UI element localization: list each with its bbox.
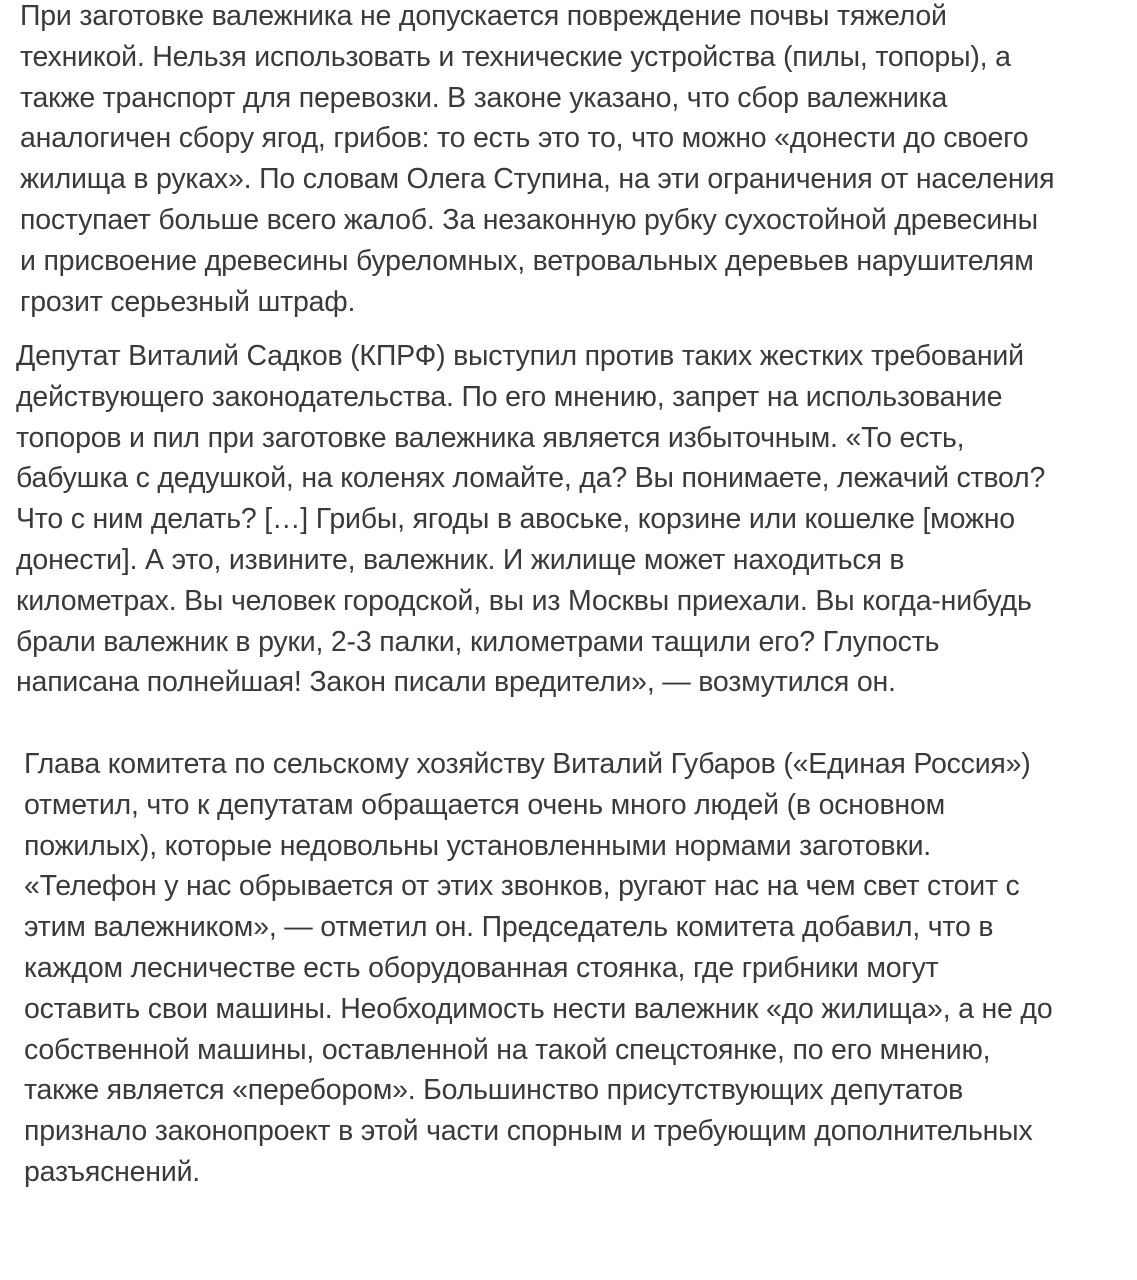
text-line: этим валежником», — отметил он. Председатель комитета добавил, что в <box>24 911 994 944</box>
text-line: жилища в руках». По словам Олега Ступина, на эти ограничения от населения <box>20 163 1055 196</box>
text-line: и присвоение древесины буреломных, ветровальных деревьев нарушителям <box>20 244 1034 277</box>
text-line: поступает больше всего жалоб. За незаконную рубку сухостойной древесины <box>20 203 1038 236</box>
text-line: При заготовке валежника не допускается повреждение почвы тяжелой <box>20 0 947 32</box>
text-line: бабушка с дедушкой, на коленях ломайте, да? Вы понимаете, лежачий ствол? <box>16 462 1046 495</box>
text-line: брали валежник в руки, 2-3 палки, километрами тащили его? Глупость <box>16 625 940 658</box>
text-line: аналогичен сбору ягод, грибов: то есть это то, что можно «донести до своего <box>20 122 1029 155</box>
text-line: топоров и пил при заготовке валежника является избыточным. «То есть, <box>16 421 965 454</box>
text-line: «Телефон у нас обрывается от этих звонков, ругают нас на чем свет стоит с <box>24 870 1020 903</box>
text-line: Что с ним делать? […] Грибы, ягоды в авоське, корзине или кошелке [можно <box>16 503 1015 536</box>
text-line: разъяснений. <box>24 1155 201 1188</box>
text-line: километрах. Вы человек городской, вы из Москвы приехали. Вы когда-нибудь <box>16 584 1032 617</box>
text-line: донести]. А это, извините, валежник. И жилище может находиться в <box>16 543 905 576</box>
text-line: Депутат Виталий Садков (КПРФ) выступил против таких жестких требований <box>16 340 1024 372</box>
text-line: написана полнейшая! Закон писали вредители», — возмутился он. <box>16 666 896 699</box>
text-line: действующего законодательства. По его мнению, запрет на использование <box>16 380 1003 413</box>
paragraph-1 <box>20 0 1054 322</box>
paragraph-3 <box>24 744 1053 1193</box>
text-line: оставить свои машины. Необходимость нести валежник «до жилища», а не до <box>24 992 1053 1025</box>
text-line: Глава комитета по сельскому хозяйству Виталий Губаров («Единая Россия») <box>24 748 1031 780</box>
text-line: признало законопроект в этой части спорным и требующим дополнительных <box>24 1115 1033 1148</box>
paragraph-2 <box>16 336 1045 703</box>
text-line: грозит серьезный штраф. <box>20 285 356 318</box>
text-line: техникой. Нельзя использовать и технические устройства (пилы, топоры), а <box>20 40 1011 73</box>
text-line: собственной машины, оставленной на такой спецстоянке, по его мнению, <box>24 1033 991 1066</box>
text-line: каждом лесничестве есть оборудованная стоянка, где грибники могут <box>24 951 939 984</box>
text-line: отметил, что к депутатам обращается очень много людей (в основном <box>24 788 945 821</box>
text-line: также является «перебором». Большинство присутствующих депутатов <box>24 1074 964 1107</box>
text-line: пожилых), которые недовольны установленными нормами заготовки. <box>24 829 932 862</box>
text-line: также транспорт для перевозки. В законе указано, что сбор валежника <box>20 81 948 114</box>
